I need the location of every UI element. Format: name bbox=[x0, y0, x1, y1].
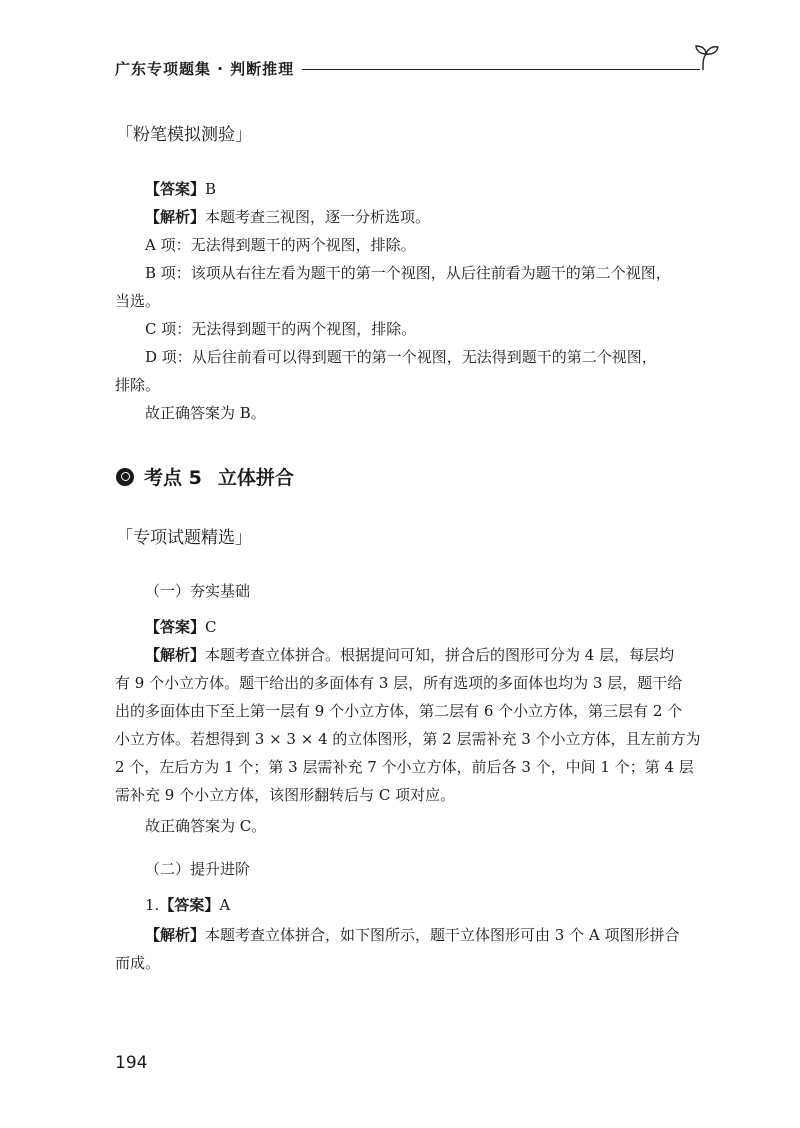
answer-line bbox=[145, 613, 757, 641]
analysis-text: 本题考查三视图，逐一分析选项。 bbox=[205, 208, 431, 226]
answer-value: A bbox=[219, 896, 231, 914]
analysis-text: 本题考查立体拼合，如下图所示，题干立体图形可由 3 个 A 项图形拼合 bbox=[205, 926, 680, 944]
option-b-continued: 当选。 bbox=[115, 292, 161, 310]
analysis-continued-2: 出的多面体由下至上第一层有 9 个小立方体，第二层有 6 个小立方体，第三层有 2 个 bbox=[115, 702, 683, 720]
conclusion-line: 故正确答案为 B。 bbox=[145, 404, 266, 422]
kaodian-heading bbox=[116, 463, 294, 490]
analysis-label: 【解析】 bbox=[145, 208, 206, 226]
bracket-open: 「 bbox=[116, 125, 133, 145]
section-title-mock-test bbox=[116, 120, 252, 145]
kaodian-title: 立体拼合 bbox=[217, 467, 294, 489]
kaodian-bullet-icon bbox=[116, 468, 134, 486]
running-header-title: 广东专项题集 · 判断推理 bbox=[115, 60, 295, 78]
sprout-icon bbox=[694, 44, 720, 74]
section-title-text: 粉笔模拟测验 bbox=[133, 125, 235, 145]
analysis-continued-3: 小立方体。若想得到 3 × 3 × 4 的立体图形，第 2 层需补充 3 个小立方体，且左前方为 bbox=[115, 730, 701, 748]
analysis-label: 【解析】 bbox=[145, 926, 206, 944]
conclusion-line: 故正确答案为 C。 bbox=[145, 817, 267, 835]
option-d-line: D 项：从后往前看可以得到题干的第一个视图，无法得到题干的第二个视图， bbox=[145, 348, 657, 366]
analysis-line bbox=[145, 203, 757, 231]
bracket-open: 「 bbox=[116, 528, 133, 548]
analysis-continued-4: 2 个，左后方为 1 个；第 3 层需补充 7 个小立方体，前后各 3 个，中间 1 个；第 4 层 bbox=[115, 758, 694, 776]
question-number: 1. bbox=[145, 896, 160, 914]
answer-line bbox=[145, 175, 757, 203]
q1-answer-line bbox=[145, 891, 757, 919]
answer-label: 【答案】 bbox=[145, 180, 206, 198]
option-b-line: B 项：该项从右往左看为题干的第一个视图，从后往前看为题干的第二个视图， bbox=[145, 264, 671, 282]
answer-value: B bbox=[205, 180, 217, 198]
analysis-continued-1: 有 9 个小立方体。题干给出的多面体有 3 层，所有选项的多面体也均为 3 层，题干给 bbox=[115, 674, 683, 692]
section-title-selected-questions bbox=[116, 523, 252, 548]
analysis-continued-5: 需补充 9 个小立方体，该图形翻转后与 C 项对应。 bbox=[115, 786, 456, 804]
analysis-text: 本题考查立体拼合。根据提问可知，拼合后的图形可分为 4 层，每层均 bbox=[205, 646, 675, 664]
subsection-basic: （一）夯实基础 bbox=[145, 582, 251, 600]
option-d-continued: 排除。 bbox=[115, 376, 161, 394]
kaodian-label: 考点 5 bbox=[144, 467, 202, 489]
answer-value: C bbox=[205, 618, 217, 636]
answer-label: 【答案】 bbox=[145, 618, 206, 636]
q1-analysis-line bbox=[145, 921, 757, 949]
header-rule bbox=[302, 69, 700, 70]
option-a-line: A 项：无法得到题干的两个视图，排除。 bbox=[145, 236, 416, 254]
page-number: 194 bbox=[115, 1053, 148, 1073]
q1-analysis-continued: 而成。 bbox=[115, 954, 161, 972]
subsection-advanced: （二）提升进阶 bbox=[145, 860, 251, 878]
bracket-close: 」 bbox=[235, 125, 252, 145]
analysis-label: 【解析】 bbox=[145, 646, 206, 664]
section-title-text: 专项试题精选 bbox=[133, 528, 235, 548]
option-c-line: C 项：无法得到题干的两个视图，排除。 bbox=[145, 320, 417, 338]
analysis-line bbox=[145, 641, 757, 669]
answer-label: 【答案】 bbox=[159, 896, 220, 914]
bracket-close: 」 bbox=[235, 528, 252, 548]
